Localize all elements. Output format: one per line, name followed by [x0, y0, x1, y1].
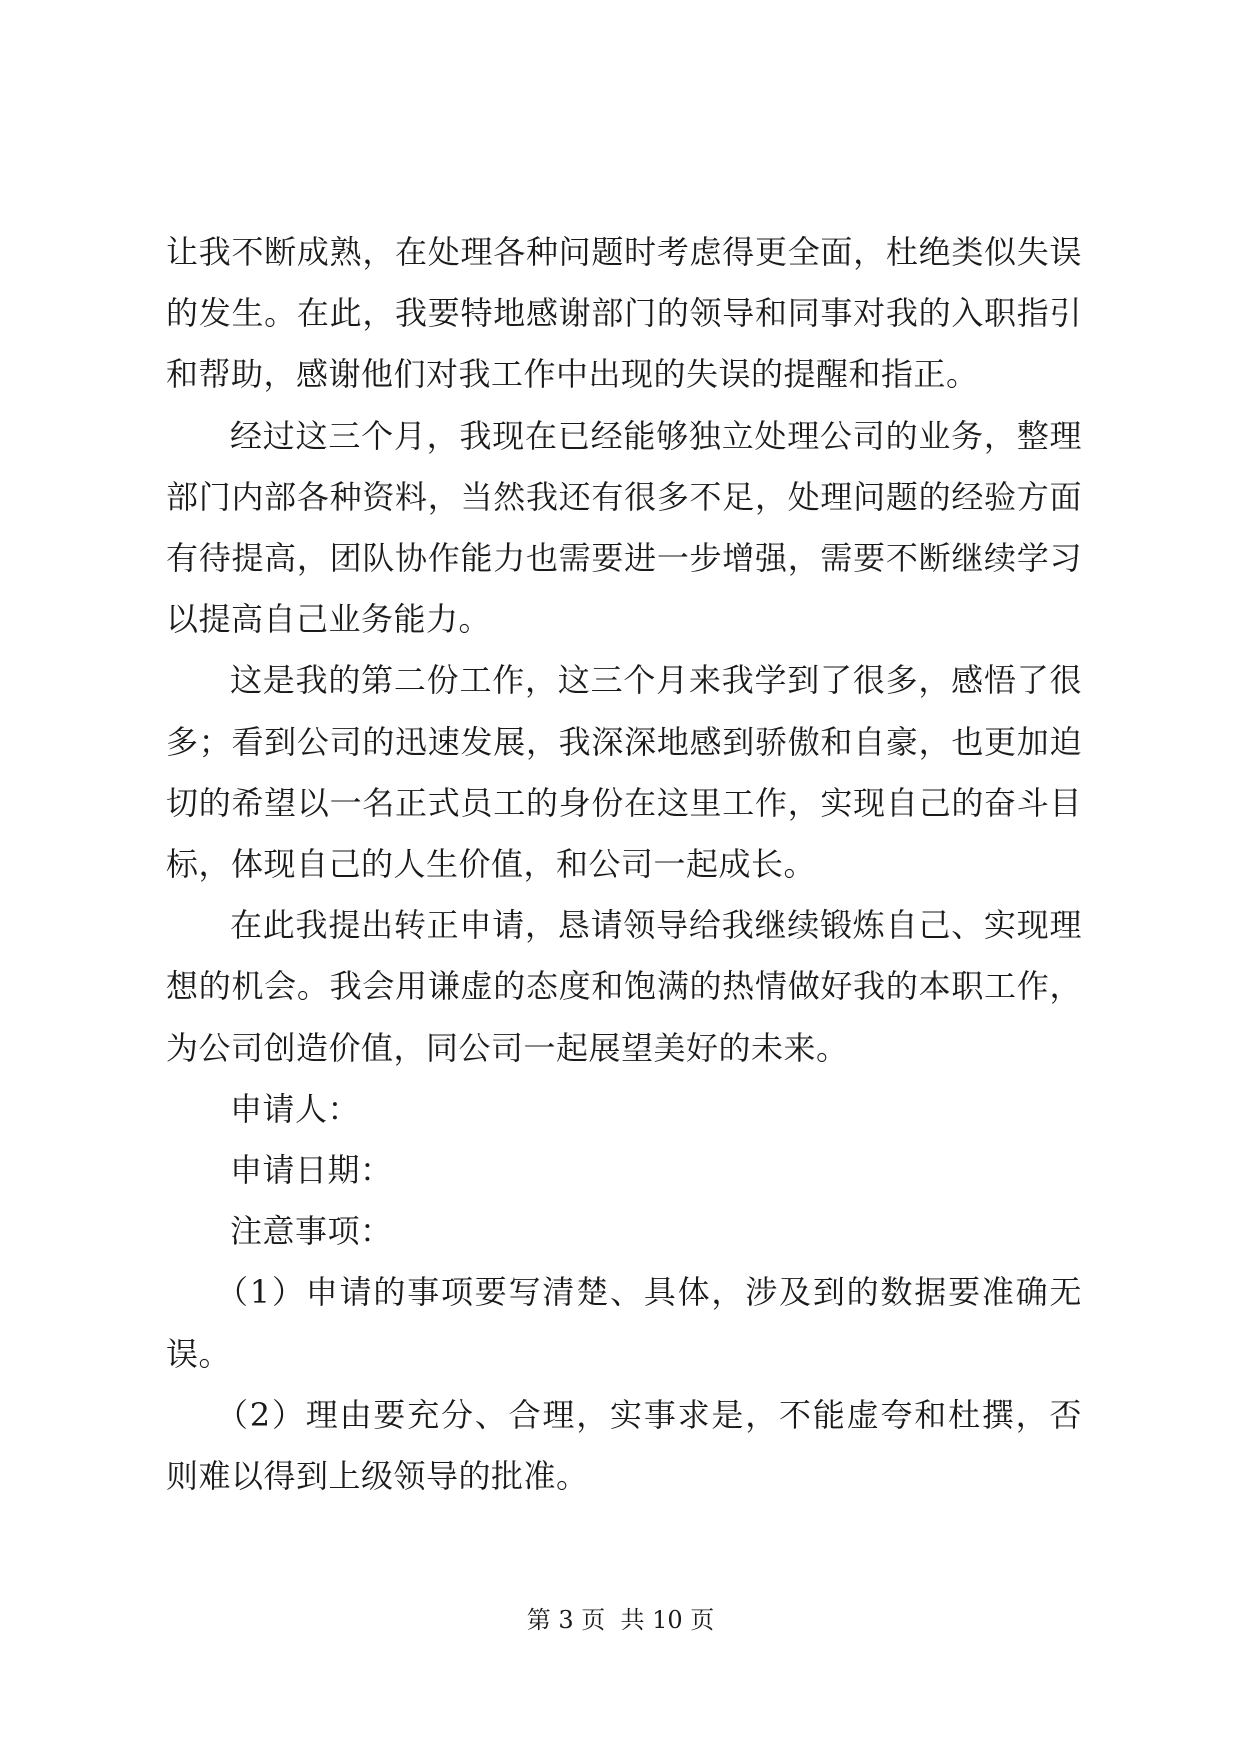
- applicant-label: 申请人：: [230, 1090, 361, 1128]
- notes-heading: 注意事项：: [230, 1212, 393, 1250]
- paragraph-line: 经过这三个月，我现在已经能够独立处理公司的业务，整理: [230, 417, 1082, 455]
- application-date-label: 申请日期：: [230, 1151, 393, 1189]
- paragraph-line: 在此我提出转正申请，恳请领导给我继续锻炼自己、实现理: [230, 906, 1082, 944]
- paragraph-line: 部门内部各种资料，当然我还有很多不足，处理问题的经验方面: [166, 478, 1082, 516]
- note-item-2-continuation: 则难以得到上级领导的批准。: [166, 1457, 589, 1495]
- paragraph-line: 让我不断成熟，在处理各种问题时考虑得更全面，杜绝类似失误: [166, 233, 1082, 271]
- paragraph-line: 的发生。在此，我要特地感谢部门的领导和同事对我的入职指引: [166, 294, 1082, 332]
- page-number: 第 3 页 共 10 页: [526, 1606, 715, 1634]
- note-item-2: （2）理由要充分、合理，实事求是，不能虚夸和杜撰，否: [216, 1396, 1082, 1434]
- paragraph-line: 多；看到公司的迅速发展，我深深地感到骄傲和自豪，也更加迫: [166, 723, 1082, 761]
- note-item-1-continuation: 误。: [166, 1335, 232, 1373]
- paragraph-line: 这是我的第二份工作，这三个月来我学到了很多，感悟了很: [230, 661, 1082, 699]
- paragraph-line: 标，体现自己的人生价值，和公司一起成长。: [166, 845, 817, 883]
- paragraph-line: 想的机会。我会用谦虚的态度和饱满的热情做好我的本职工作，: [166, 967, 1082, 1005]
- paragraph-line: 为公司创造价值，同公司一起展望美好的未来。: [166, 1029, 849, 1067]
- paragraph-line: 以提高自己业务能力。: [166, 600, 492, 638]
- paragraph-line: 和帮助，感谢他们对我工作中出现的失误的提醒和指正。: [166, 355, 979, 393]
- note-item-1: （1）申请的事项要写清楚、具体，涉及到的数据要准确无: [216, 1273, 1082, 1311]
- paragraph-line: 切的希望以一名正式员工的身份在这里工作，实现自己的奋斗目: [166, 784, 1082, 822]
- paragraph-line: 有待提高，团队协作能力也需要进一步增强，需要不断继续学习: [166, 539, 1082, 577]
